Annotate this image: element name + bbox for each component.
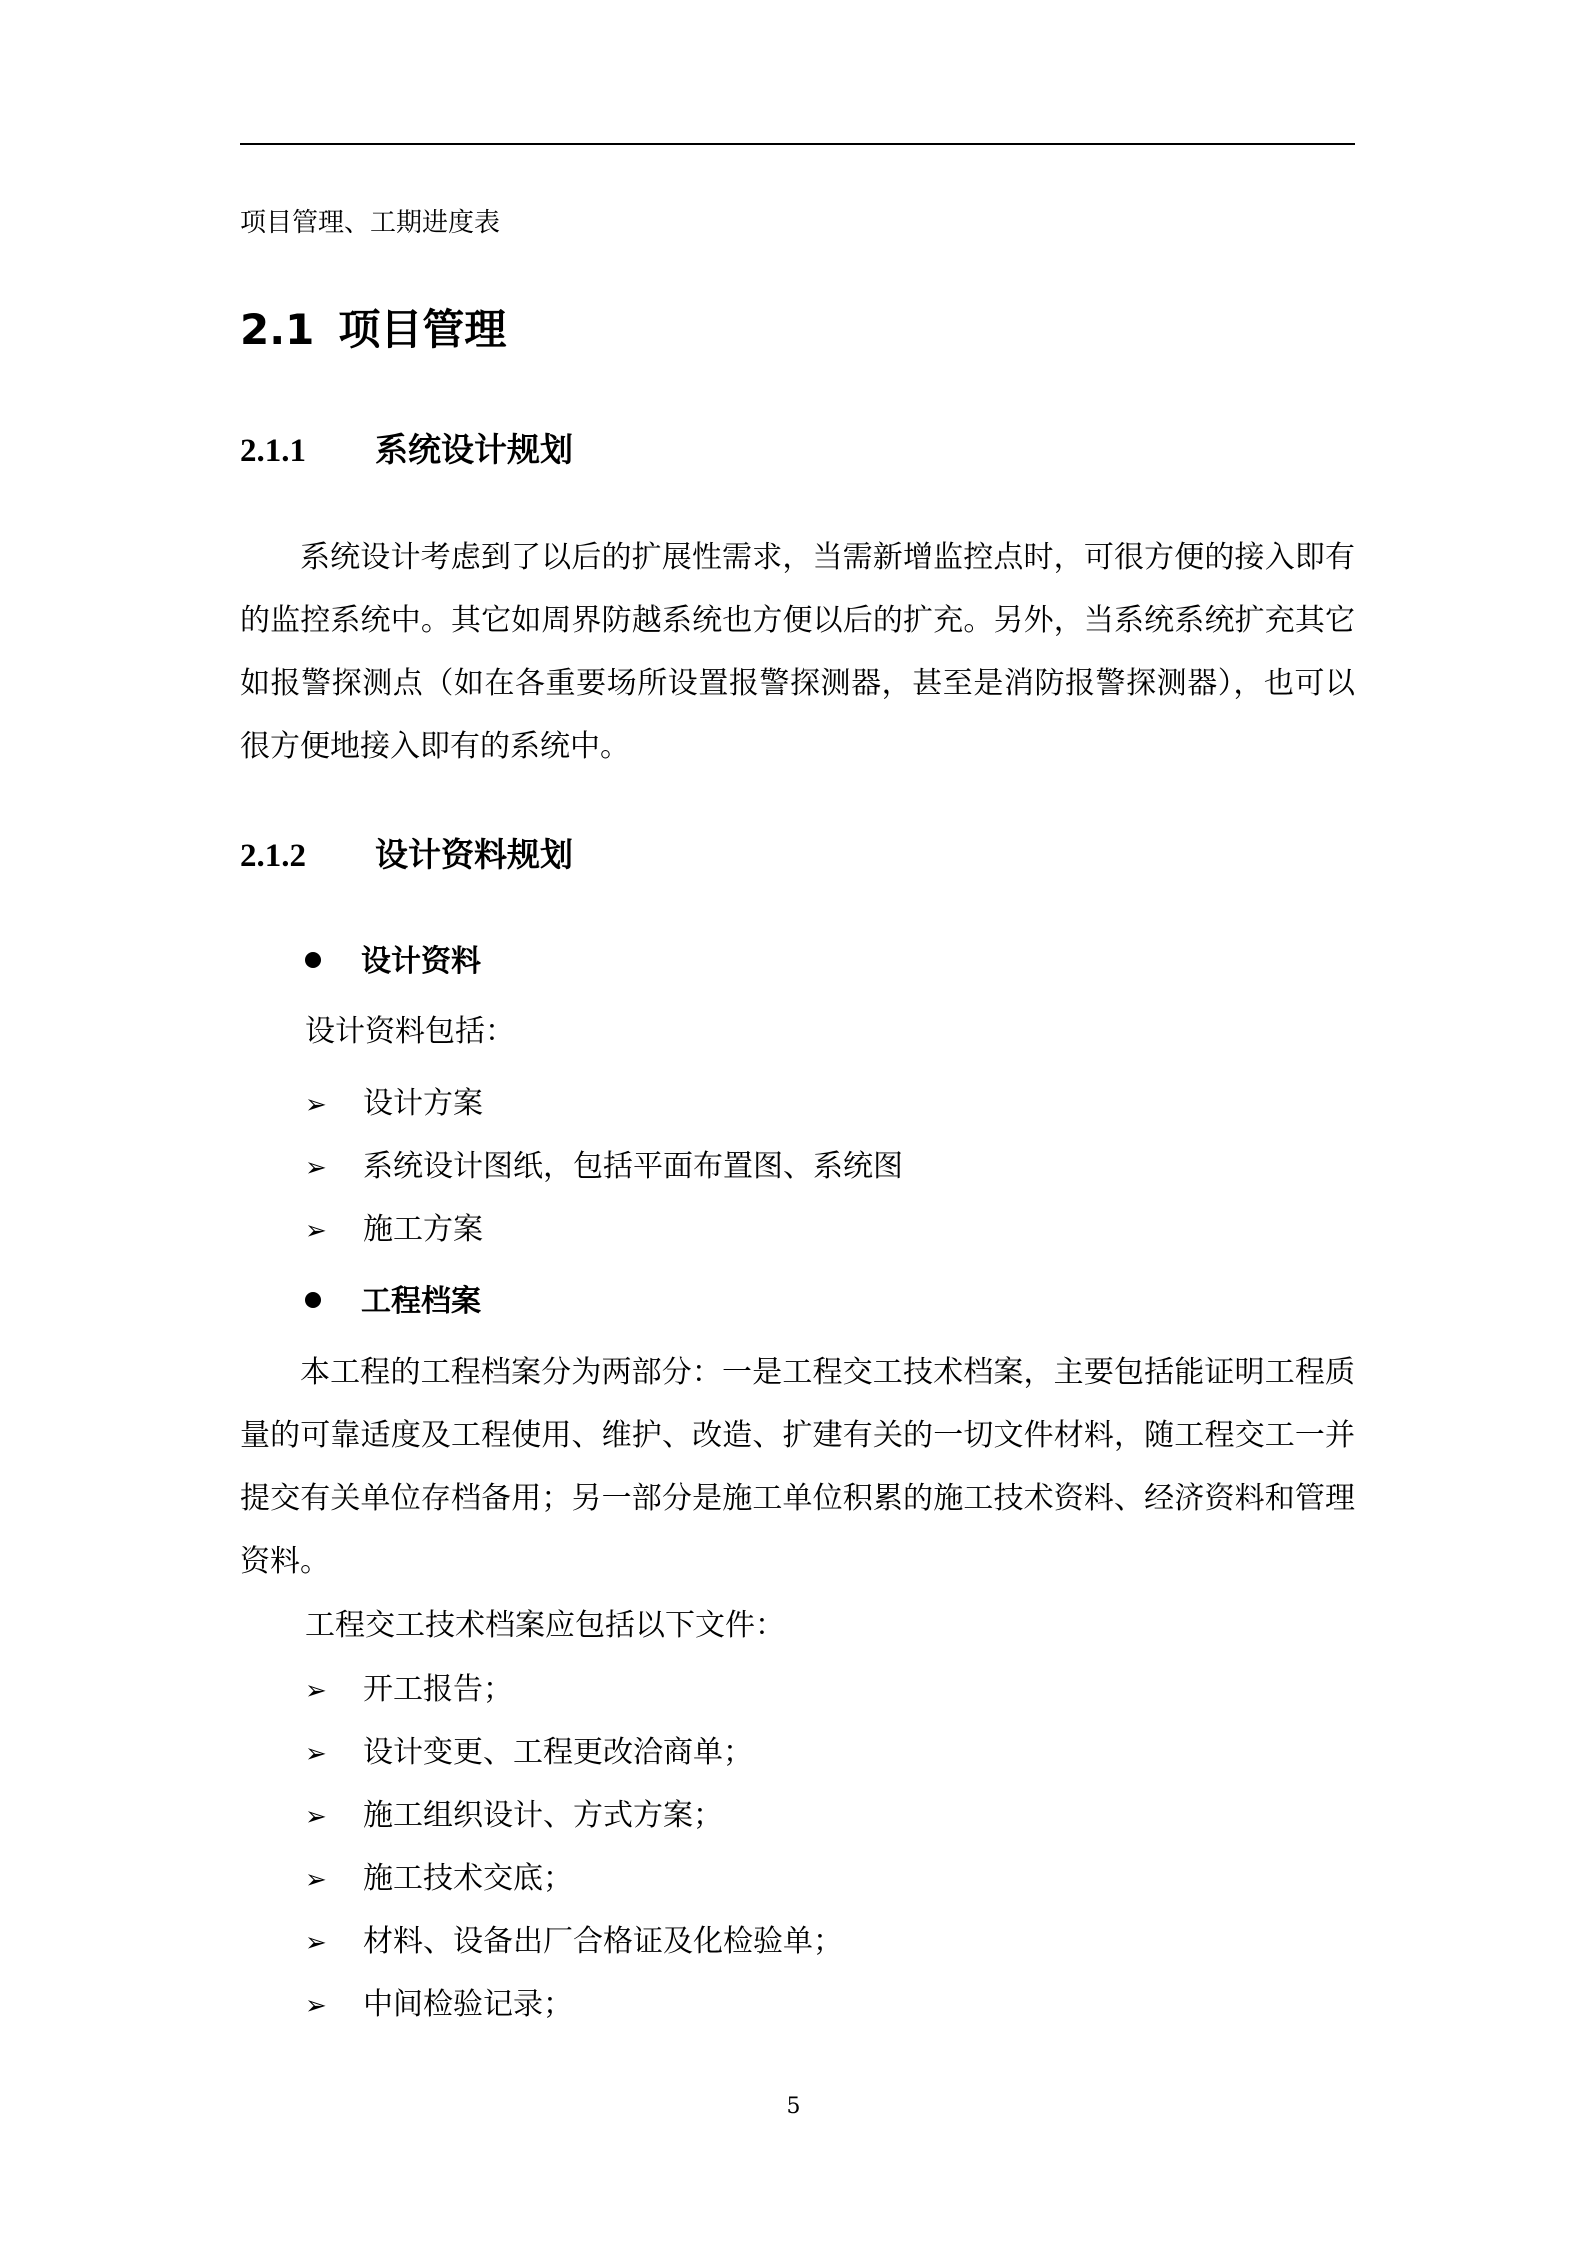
- subsection-number: 2.1.2: [240, 838, 306, 874]
- list-item: [305, 1794, 723, 1839]
- list-item: [305, 1731, 753, 1776]
- section-number: 2.1: [240, 305, 315, 354]
- arrow-bullet-icon: ➢: [305, 1928, 327, 1958]
- list-item-text: 设计方案: [363, 1086, 483, 1121]
- arrow-bullet-icon: ➢: [305, 1802, 327, 1832]
- body-paragraph: 本工程的工程档案分为两部分：一是工程交工技术档案，主要包括能证明工程质量的可靠适度及工程使用、维护、改造、扩建有关的一切文件材料，随工程交工一并提交有关单位存档备用；另一部分是施工单位积累的施工技术资料、经济资料和管理资料。: [240, 1355, 1355, 1579]
- header-rule: [240, 143, 1355, 145]
- arrow-bullet-icon: ➢: [305, 1153, 327, 1183]
- subsection-heading-1: [240, 425, 573, 476]
- list-item-text: 中间检验记录；: [363, 1987, 573, 2022]
- list-item: [305, 1145, 903, 1190]
- bullet-label: 工程档案: [361, 1284, 481, 1319]
- arrow-bullet-icon: ➢: [305, 1991, 327, 2021]
- list-item-text: 设计变更、工程更改洽商单；: [363, 1735, 753, 1770]
- list-item-text: 开工报告；: [363, 1672, 513, 1707]
- section-title: 项目管理: [338, 305, 507, 354]
- bullet-label: 设计资料: [361, 944, 481, 979]
- body-paragraph: 系统设计考虑到了以后的扩展性需求，当需新增监控点时，可很方便的接入即有的监控系统中。其它如周界防越系统也方便以后的扩充。另外，当系统系统扩充其它如报警探测点（如在各重要场所设置报警探测器，甚至是消防报警探测器），也可以很方便地接入即有的系统中。: [240, 540, 1355, 764]
- list-item: [305, 1920, 843, 1965]
- page-number: 5: [786, 2094, 801, 2119]
- arrow-bullet-icon: ➢: [305, 1865, 327, 1895]
- arrow-bullet-icon: ➢: [305, 1090, 327, 1120]
- list-item: [305, 1208, 483, 1253]
- bullet-item: [305, 940, 481, 984]
- arrow-bullet-icon: ➢: [305, 1216, 327, 1246]
- running-header: 项目管理、工期进度表: [240, 208, 501, 238]
- arrow-bullet-icon: ➢: [305, 1676, 327, 1706]
- list-item: [305, 1082, 483, 1127]
- intro-line: 设计资料包括：: [305, 1014, 515, 1049]
- bullet-dot-icon: [305, 952, 321, 968]
- arrow-bullet-icon: ➢: [305, 1739, 327, 1769]
- list-item-text: 施工组织设计、方式方案；: [363, 1798, 723, 1833]
- list-item-text: 施工方案: [363, 1212, 483, 1247]
- list-item-text: 材料、设备出厂合格证及化检验单；: [363, 1924, 843, 1959]
- intro-line: 工程交工技术档案应包括以下文件：: [305, 1608, 785, 1643]
- subsection-title: 系统设计规划: [375, 430, 573, 469]
- list-item-text: 系统设计图纸，包括平面布置图、系统图: [363, 1149, 903, 1184]
- subsection-heading-2: [240, 830, 573, 881]
- list-item: [305, 1668, 513, 1713]
- bullet-item: [305, 1280, 481, 1324]
- bullet-dot-icon: [305, 1292, 321, 1308]
- subsection-title: 设计资料规划: [375, 835, 573, 874]
- list-item: [305, 1983, 573, 2028]
- section-heading: [240, 300, 506, 360]
- subsection-number: 2.1.1: [240, 433, 306, 469]
- list-item: [305, 1857, 573, 1902]
- list-item-text: 施工技术交底；: [363, 1861, 573, 1896]
